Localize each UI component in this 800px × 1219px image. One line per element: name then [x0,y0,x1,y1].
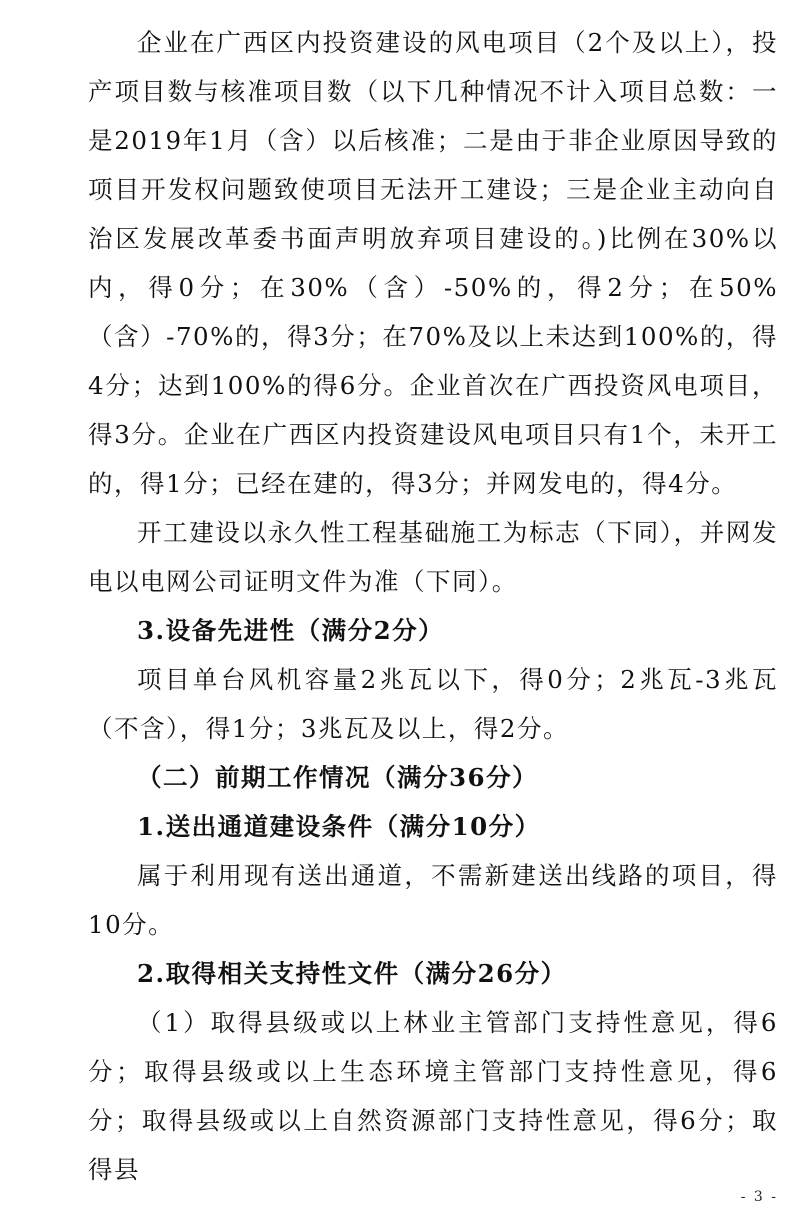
heading-preliminary-work: （二）前期工作情况（满分36分） [137,763,539,792]
paragraph-project-ratio-scoring: 企业在广西区内投资建设的风电项目（2个及以上），投产项目数与核准项目数（以下几种情况不计入项目总数：一是2019年1月（含）以后核准；二是由于非企业原因导致的项目开发权问题致使项目无法开工建设；三是企业主动向自治区发展改革委书面声明放弃项目建设的。)比例在30%以内，得0分；在30%（含）-50%的，得2分；在50%（含）-70%的，得3分；在70%及以上未达到100%的，得4分；达到100%的得6分。企业首次在广西投资风电项目，得3分。企业在广西区内投资建设风电项目只有1个，未开工的，得1分；已经在建的，得3分；并网发电的，得4分。 [88,28,778,498]
heading-supporting-documents: 2.取得相关支持性文件（满分26分） [137,959,567,988]
paragraph-transmission-scoring: 属于利用现有送出通道，不需新建送出线路的项目，得10分。 [88,861,778,939]
heading-transmission-conditions: 1.送出通道建设条件（满分10分） [137,812,541,841]
paragraph-supporting-documents-scoring: （1）取得县级或以上林业主管部门支持性意见，得6分；取得县级或以上生态环境主管部门支持性意见，得6分；取得县级或以上自然资源部门支持性意见，得6分；取得县 [88,1008,778,1184]
paragraph-construction-definition: 开工建设以永久性工程基础施工为标志（下同），并网发电以电网公司证明文件为准（下同）。 [88,518,778,596]
heading-equipment-advancement: 3.设备先进性（满分2分） [137,616,445,645]
page-number: - 3 - [740,1189,778,1205]
paragraph-turbine-capacity-scoring: 项目单台风机容量2兆瓦以下，得0分；2兆瓦-3兆瓦（不含），得1分；3兆瓦及以上，得2分。 [88,665,778,743]
